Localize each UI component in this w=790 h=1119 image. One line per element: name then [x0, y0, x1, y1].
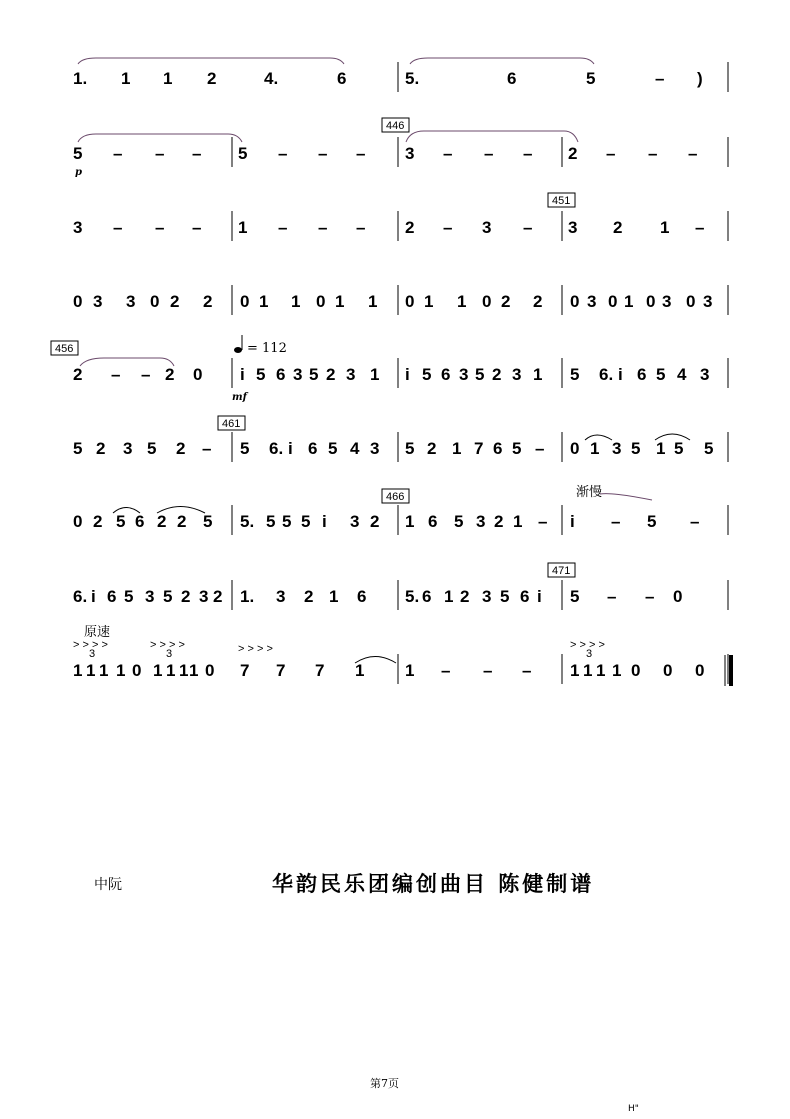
- note-symbol: 3: [476, 512, 486, 531]
- note-symbol: 2: [181, 587, 191, 606]
- note-symbol: 2: [96, 439, 106, 458]
- note-symbol: 1: [99, 661, 109, 680]
- note-symbol: 5.: [405, 587, 420, 606]
- note-symbol: 5: [328, 439, 338, 458]
- note-symbol: 5: [647, 512, 657, 531]
- note-symbol: 5: [656, 365, 666, 384]
- note-symbol: i: [570, 512, 575, 531]
- note-symbol: 2: [203, 292, 213, 311]
- sustain-dash: –: [483, 661, 493, 680]
- credit-line: 华韵民乐团编创曲目 陈健制谱: [272, 871, 595, 896]
- note-symbol: 1: [370, 365, 380, 384]
- note-symbol: 3: [482, 218, 492, 237]
- note-symbol: 1: [116, 661, 126, 680]
- note-symbol: 5: [256, 365, 266, 384]
- note-symbol: 2: [177, 512, 187, 531]
- note-symbol: 5: [301, 512, 311, 531]
- note-symbol: 6: [308, 439, 318, 458]
- note-symbol: 6: [637, 365, 647, 384]
- note-symbol: 3: [459, 365, 469, 384]
- note-symbol: 5: [116, 512, 126, 531]
- note-symbol: 1: [335, 292, 345, 311]
- note-symbol: 6: [357, 587, 367, 606]
- slur: [410, 58, 594, 64]
- note-symbol: 5: [309, 365, 319, 384]
- note-symbol: 1: [355, 661, 365, 680]
- sustain-dash: –: [192, 218, 202, 237]
- note-symbol: 1: [189, 661, 199, 680]
- note-symbol: 2: [427, 439, 437, 458]
- rehearsal-number: 466: [386, 491, 405, 503]
- note-symbol: 6: [107, 587, 117, 606]
- note-symbol: 7: [315, 661, 325, 680]
- note-symbol: 0: [646, 292, 656, 311]
- note-symbol: 2: [533, 292, 543, 311]
- tempo-marking: = 112: [247, 341, 287, 356]
- quarter-note-icon: [234, 347, 242, 353]
- sustain-dash: –: [690, 512, 700, 531]
- note-symbol: 6: [520, 587, 530, 606]
- score-row: [73, 285, 728, 315]
- note-symbol: 1: [424, 292, 434, 311]
- note-symbol: 1: [444, 587, 454, 606]
- note-symbol: 0: [193, 365, 203, 384]
- note-symbol: 3: [568, 218, 578, 237]
- note-symbol: i: [240, 365, 245, 384]
- note-symbol: 5: [586, 69, 596, 88]
- note-symbol: 0: [663, 661, 673, 680]
- note-symbol: 2: [326, 365, 336, 384]
- note-symbol: 6: [135, 512, 145, 531]
- note-symbol: 0: [150, 292, 160, 311]
- note-symbol: 0: [405, 292, 415, 311]
- note-symbol: 0: [695, 661, 705, 680]
- note-symbol: 5: [454, 512, 464, 531]
- note-symbol: 1: [291, 292, 301, 311]
- sustain-dash: –: [441, 661, 451, 680]
- note-symbol: 1: [405, 512, 415, 531]
- sustain-dash: –: [611, 512, 621, 531]
- score-row: [73, 505, 728, 535]
- note-symbol: 3: [199, 587, 209, 606]
- note-symbol: 2: [165, 365, 175, 384]
- note-symbol: 4: [350, 439, 360, 458]
- sustain-dash: –: [695, 218, 705, 237]
- note-symbol: 3: [126, 292, 136, 311]
- note-symbol: 3: [346, 365, 356, 384]
- note-symbol: 5: [73, 439, 83, 458]
- note-symbol: 3: [482, 587, 492, 606]
- triplet-number: 3: [89, 648, 96, 660]
- notation-rows: [73, 62, 728, 684]
- note-symbol: 2: [568, 144, 578, 163]
- note-symbol: 5: [512, 439, 522, 458]
- note-symbol: i: [405, 365, 410, 384]
- note-symbol: 0: [673, 587, 683, 606]
- sustain-dash: –: [522, 661, 532, 680]
- sustain-dash: –: [443, 218, 453, 237]
- sustain-dash: –: [356, 218, 366, 237]
- sustain-dash: –: [443, 144, 453, 163]
- sustain-dash: –: [113, 218, 123, 237]
- note-symbol: 1: [570, 661, 580, 680]
- accent-marks: > > > >: [150, 639, 185, 651]
- sustain-dash: –: [484, 144, 494, 163]
- note-symbol: 5: [631, 439, 641, 458]
- note-symbol: 2: [157, 512, 167, 531]
- note-symbol: 7: [276, 661, 286, 680]
- triplet-number: 3: [586, 648, 593, 660]
- note-symbol: 2: [207, 69, 217, 88]
- note-symbol: 7: [474, 439, 484, 458]
- instrument-label: 中阮: [94, 877, 122, 893]
- note-symbol: 1: [612, 661, 622, 680]
- note-symbol: 0: [240, 292, 250, 311]
- note-symbol: i: [91, 587, 96, 606]
- note-symbol: 6: [507, 69, 517, 88]
- expression-text: 原速: [84, 625, 111, 640]
- sustain-dash: –: [155, 144, 165, 163]
- note-symbol: 3: [123, 439, 133, 458]
- slur: [78, 134, 242, 142]
- sustain-dash: –: [523, 144, 533, 163]
- note-symbol: 1: [368, 292, 378, 311]
- note-symbol: 2: [405, 218, 415, 237]
- note-symbol: 1: [405, 661, 415, 680]
- accent-marks: > > > >: [570, 639, 605, 651]
- slur: [600, 494, 652, 500]
- sustain-dash: –: [318, 218, 328, 237]
- note-symbol: 4.: [264, 69, 279, 88]
- note-symbol: 1: [179, 661, 189, 680]
- note-symbol: i: [322, 512, 327, 531]
- note-symbol: 6.: [599, 365, 614, 384]
- note-symbol: 6: [428, 512, 438, 531]
- note-symbol: 5: [674, 439, 684, 458]
- note-symbol: 3: [93, 292, 103, 311]
- expression-text: 渐慢: [576, 485, 603, 500]
- note-symbol: 5: [240, 439, 250, 458]
- note-symbol: 3: [293, 365, 303, 384]
- note-symbol: 3: [703, 292, 713, 311]
- note-symbol: 3: [700, 365, 710, 384]
- note-symbol: 2: [370, 512, 380, 531]
- note-symbol: 2: [494, 512, 504, 531]
- note-symbol: 3: [612, 439, 622, 458]
- note-symbol: 2: [613, 218, 623, 237]
- note-symbol: 1: [513, 512, 523, 531]
- rehearsal-number: 461: [222, 418, 241, 430]
- note-symbol: 5: [704, 439, 714, 458]
- sustain-dash: –: [113, 144, 123, 163]
- note-symbol: 1: [596, 661, 606, 680]
- note-symbol: 1: [259, 292, 269, 311]
- note-symbol: 1: [86, 661, 96, 680]
- note-symbol: 2: [73, 365, 83, 384]
- slur: [78, 58, 344, 64]
- note-symbol: 5.: [240, 512, 255, 531]
- note-symbol: 3: [405, 144, 415, 163]
- slur: [80, 358, 174, 366]
- final-barline-thick: [729, 655, 733, 686]
- note-symbol: 0: [608, 292, 618, 311]
- note-symbol: 5: [147, 439, 157, 458]
- note-symbol: 3: [512, 365, 522, 384]
- note-symbol: 6: [441, 365, 451, 384]
- note-symbol: 3: [73, 218, 83, 237]
- note-symbol: 0: [482, 292, 492, 311]
- note-symbol: 2: [213, 587, 223, 606]
- score-row: [73, 432, 728, 462]
- sustain-dash: –: [318, 144, 328, 163]
- page-number: 第7页: [370, 1077, 399, 1090]
- note-symbol: 6.: [73, 587, 88, 606]
- sustain-dash: –: [688, 144, 698, 163]
- sustain-dash: –: [535, 439, 545, 458]
- note-symbol: i: [288, 439, 293, 458]
- note-symbol: 5: [266, 512, 276, 531]
- note-symbol: 1: [660, 218, 670, 237]
- sustain-dash: –: [538, 512, 548, 531]
- note-symbol: 2: [492, 365, 502, 384]
- sustain-dash: –: [645, 587, 655, 606]
- note-symbol: 3: [587, 292, 597, 311]
- note-symbol: 5: [570, 365, 580, 384]
- note-symbol: 5: [570, 587, 580, 606]
- note-symbol: 1: [457, 292, 467, 311]
- note-symbol: 1: [153, 661, 163, 680]
- note-symbol: 3: [276, 587, 286, 606]
- note-symbol: 2: [93, 512, 103, 531]
- note-symbol: 1.: [240, 587, 255, 606]
- sustain-dash: –: [607, 587, 617, 606]
- score-row: [73, 580, 728, 610]
- note-symbol: 3: [370, 439, 380, 458]
- note-symbol: 1: [238, 218, 248, 237]
- sustain-dash: –: [356, 144, 366, 163]
- rehearsal-number: 471: [552, 565, 571, 577]
- note-symbol: 2: [176, 439, 186, 458]
- note-symbol: 5: [238, 144, 248, 163]
- note-symbol: 5: [405, 439, 415, 458]
- note-symbol: 1: [583, 661, 593, 680]
- sustain-dash: –: [155, 218, 165, 237]
- note-symbol: 3: [350, 512, 360, 531]
- note-symbol: 5: [124, 587, 134, 606]
- note-symbol: 6: [276, 365, 286, 384]
- dynamic-mezzo-forte: mf: [232, 392, 247, 403]
- corner-mark: H": [628, 1104, 639, 1114]
- note-symbol: 5: [282, 512, 292, 531]
- note-symbol: 7: [240, 661, 250, 680]
- note-symbol: 1: [533, 365, 543, 384]
- note-symbol: 3: [662, 292, 672, 311]
- note-symbol: 5: [500, 587, 510, 606]
- accent-marks: > > > >: [238, 643, 273, 655]
- rehearsal-number: 446: [386, 120, 405, 132]
- note-symbol: 1: [452, 439, 462, 458]
- note-symbol: 6: [337, 69, 347, 88]
- note-symbol: 0: [132, 661, 142, 680]
- note-symbol: 1: [73, 661, 83, 680]
- note-symbol: 1: [163, 69, 173, 88]
- note-symbol: ): [697, 69, 703, 88]
- note-symbol: 0: [205, 661, 215, 680]
- note-symbol: 3: [145, 587, 155, 606]
- note-symbol: 1: [329, 587, 339, 606]
- sustain-dash: –: [192, 144, 202, 163]
- note-symbol: 5: [203, 512, 213, 531]
- sustain-dash: –: [606, 144, 616, 163]
- dynamic-piano: p: [75, 167, 82, 178]
- note-symbol: 1: [656, 439, 666, 458]
- note-symbol: 5: [73, 144, 83, 163]
- triplet-number: 3: [166, 648, 173, 660]
- note-symbol: 6: [422, 587, 432, 606]
- sustain-dash: –: [278, 218, 288, 237]
- rehearsal-number: 451: [552, 195, 571, 207]
- slur: [406, 131, 578, 142]
- rehearsal-number: 456: [55, 343, 74, 355]
- note-symbol: 1: [121, 69, 131, 88]
- note-symbol: 5.: [405, 69, 420, 88]
- note-symbol: 2: [170, 292, 180, 311]
- accent-marks: > > > >: [73, 639, 108, 651]
- note-symbol: i: [618, 365, 623, 384]
- note-symbol: 4: [677, 365, 687, 384]
- note-symbol: 6.: [269, 439, 284, 458]
- sustain-dash: –: [655, 69, 665, 88]
- note-symbol: 0: [73, 292, 83, 311]
- note-symbol: 5: [422, 365, 432, 384]
- note-symbol: 1: [166, 661, 176, 680]
- note-symbol: 5: [475, 365, 485, 384]
- note-symbol: 1.: [73, 69, 88, 88]
- note-symbol: 5: [163, 587, 173, 606]
- note-symbol: 2: [304, 587, 314, 606]
- sustain-dash: –: [202, 439, 212, 458]
- sustain-dash: –: [141, 365, 151, 384]
- note-symbol: 6: [493, 439, 503, 458]
- note-symbol: 2: [501, 292, 511, 311]
- score-row: [73, 211, 728, 241]
- score-row: [73, 62, 728, 92]
- sustain-dash: –: [111, 365, 121, 384]
- sustain-dash: –: [278, 144, 288, 163]
- note-symbol: 1: [624, 292, 634, 311]
- note-symbol: 0: [631, 661, 641, 680]
- note-symbol: 0: [73, 512, 83, 531]
- note-symbol: 0: [316, 292, 326, 311]
- note-symbol: 0: [570, 292, 580, 311]
- note-symbol: 0: [686, 292, 696, 311]
- note-symbol: i: [537, 587, 542, 606]
- note-symbol: 2: [460, 587, 470, 606]
- sustain-dash: –: [523, 218, 533, 237]
- sustain-dash: –: [648, 144, 658, 163]
- note-symbol: 0: [570, 439, 580, 458]
- note-symbol: 1: [590, 439, 600, 458]
- score-row: [73, 137, 728, 167]
